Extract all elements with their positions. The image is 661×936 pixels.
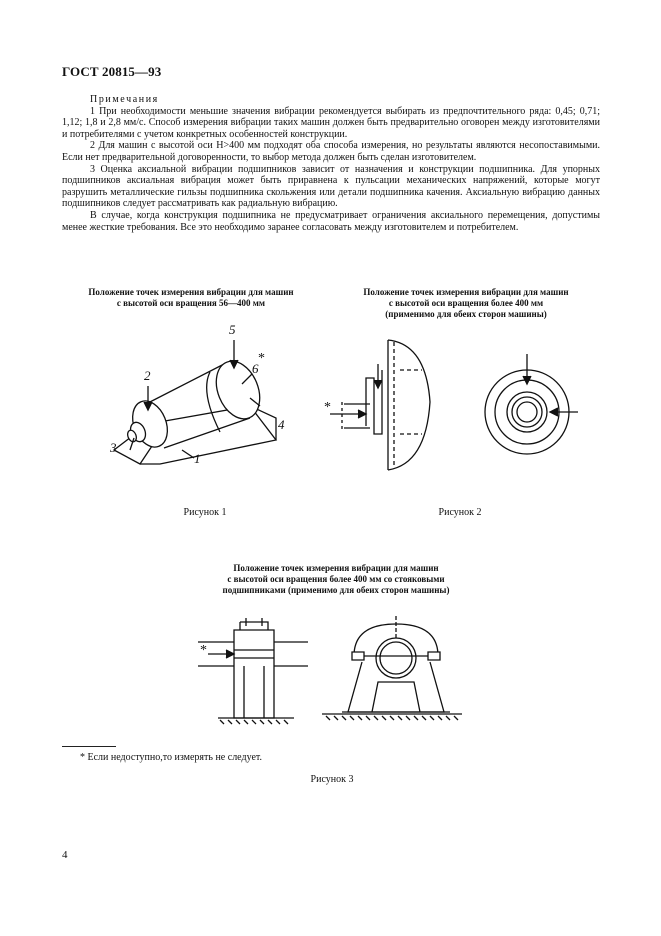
document-header: ГОСТ 20815—93 [62,64,162,79]
note-paragraph-2: 2 Для машин с высотой оси H>400 мм подходят оба способа измерения, но результаты являются несопоставимыми. Если нет предварительной договоренности, то выбор метода должен быть сделан изготовителем. [62,140,600,163]
figure-1-point-2: 2 [144,368,151,383]
note-paragraph-4: В случае, когда конструкция подшипника не предусматривает ограничения аксиального перемещения, допустимы менее жесткие требования. Все это необходимо заранее согласовать между изготовителем и потребителем. [62,209,600,233]
figure-3-star: * [200,643,207,658]
figure-2-caption [330,287,602,320]
figure-2-side-drawing [330,330,442,480]
note-paragraph-3: 3 Оценка аксиальной вибрации подшипников зависит от назначения и конструкции подшипника. Для упорных подшипников аксиальная вибрация может быть приравнена к пульсации механических напряжений, которые могут разрушить металлические гильзы подшипника скольжения или детали подшипника качения. Аксиальную вибрацию данных подшипников следует рассматривать как радиальную вибрацию. [62,163,600,210]
footnote: * Если недоступно,то измерять не следует. [80,752,262,763]
figure-2-star: * [324,400,331,415]
figure-3-label: Рисунок 3 [310,774,354,785]
note-paragraph-1: 1 При необходимости меньшие значения вибрации рекомендуется выбирать из предпочтительного ряда: 0,45; 0,71; 1,12; 1,8 и 2,8 мм/с. Способ измерения вибрации таких машин должен быть предварительно оговорен между изготовителями и потребителями с учетом конкретных особенностей конструкции. [62,105,600,140]
figure-3-caption [200,563,472,596]
figure-3-caption-line: Положение точек измерения вибрации для машин [233,563,439,573]
figure-3-caption-line: подшипниками (применимо для обеих сторон машины) [222,585,450,595]
figure-1-label: Рисунок 1 [183,507,227,518]
figure-1-drawing [100,322,300,472]
figure-1-point-1: 1 [194,451,201,466]
figure-1-point-4: 4 [278,417,285,432]
notes-heading: Примечания [90,94,159,105]
footnote-rule [62,746,116,747]
figure-2-front-drawing [482,348,582,468]
page-number: 4 [62,849,68,861]
figure-2-label: Рисунок 2 [438,507,482,518]
figure-3-front-drawing [322,612,462,732]
figure-1-point-3: 3 [110,440,117,455]
figure-1-caption [60,287,322,309]
notes-section [62,94,600,233]
figure-1-point-6: 6 [252,361,259,376]
figure-3-side-drawing [198,612,318,732]
figure-2-caption-line: Положение точек измерения вибрации для машин [363,287,569,297]
figure-1-star: * [258,351,265,366]
figure-1-caption-line: с высотой оси вращения 56—400 мм [116,298,266,308]
figure-1-point-5: 5 [229,322,236,337]
figure-3-caption-line: с высотой оси вращения более 400 мм со стояковыми [227,574,445,584]
figure-2-caption-line: (применимо для обеих сторон машины) [385,309,547,319]
figure-2-caption-line: с высотой оси вращения более 400 мм [388,298,544,308]
figure-1-caption-line: Положение точек измерения вибрации для машин [88,287,294,297]
